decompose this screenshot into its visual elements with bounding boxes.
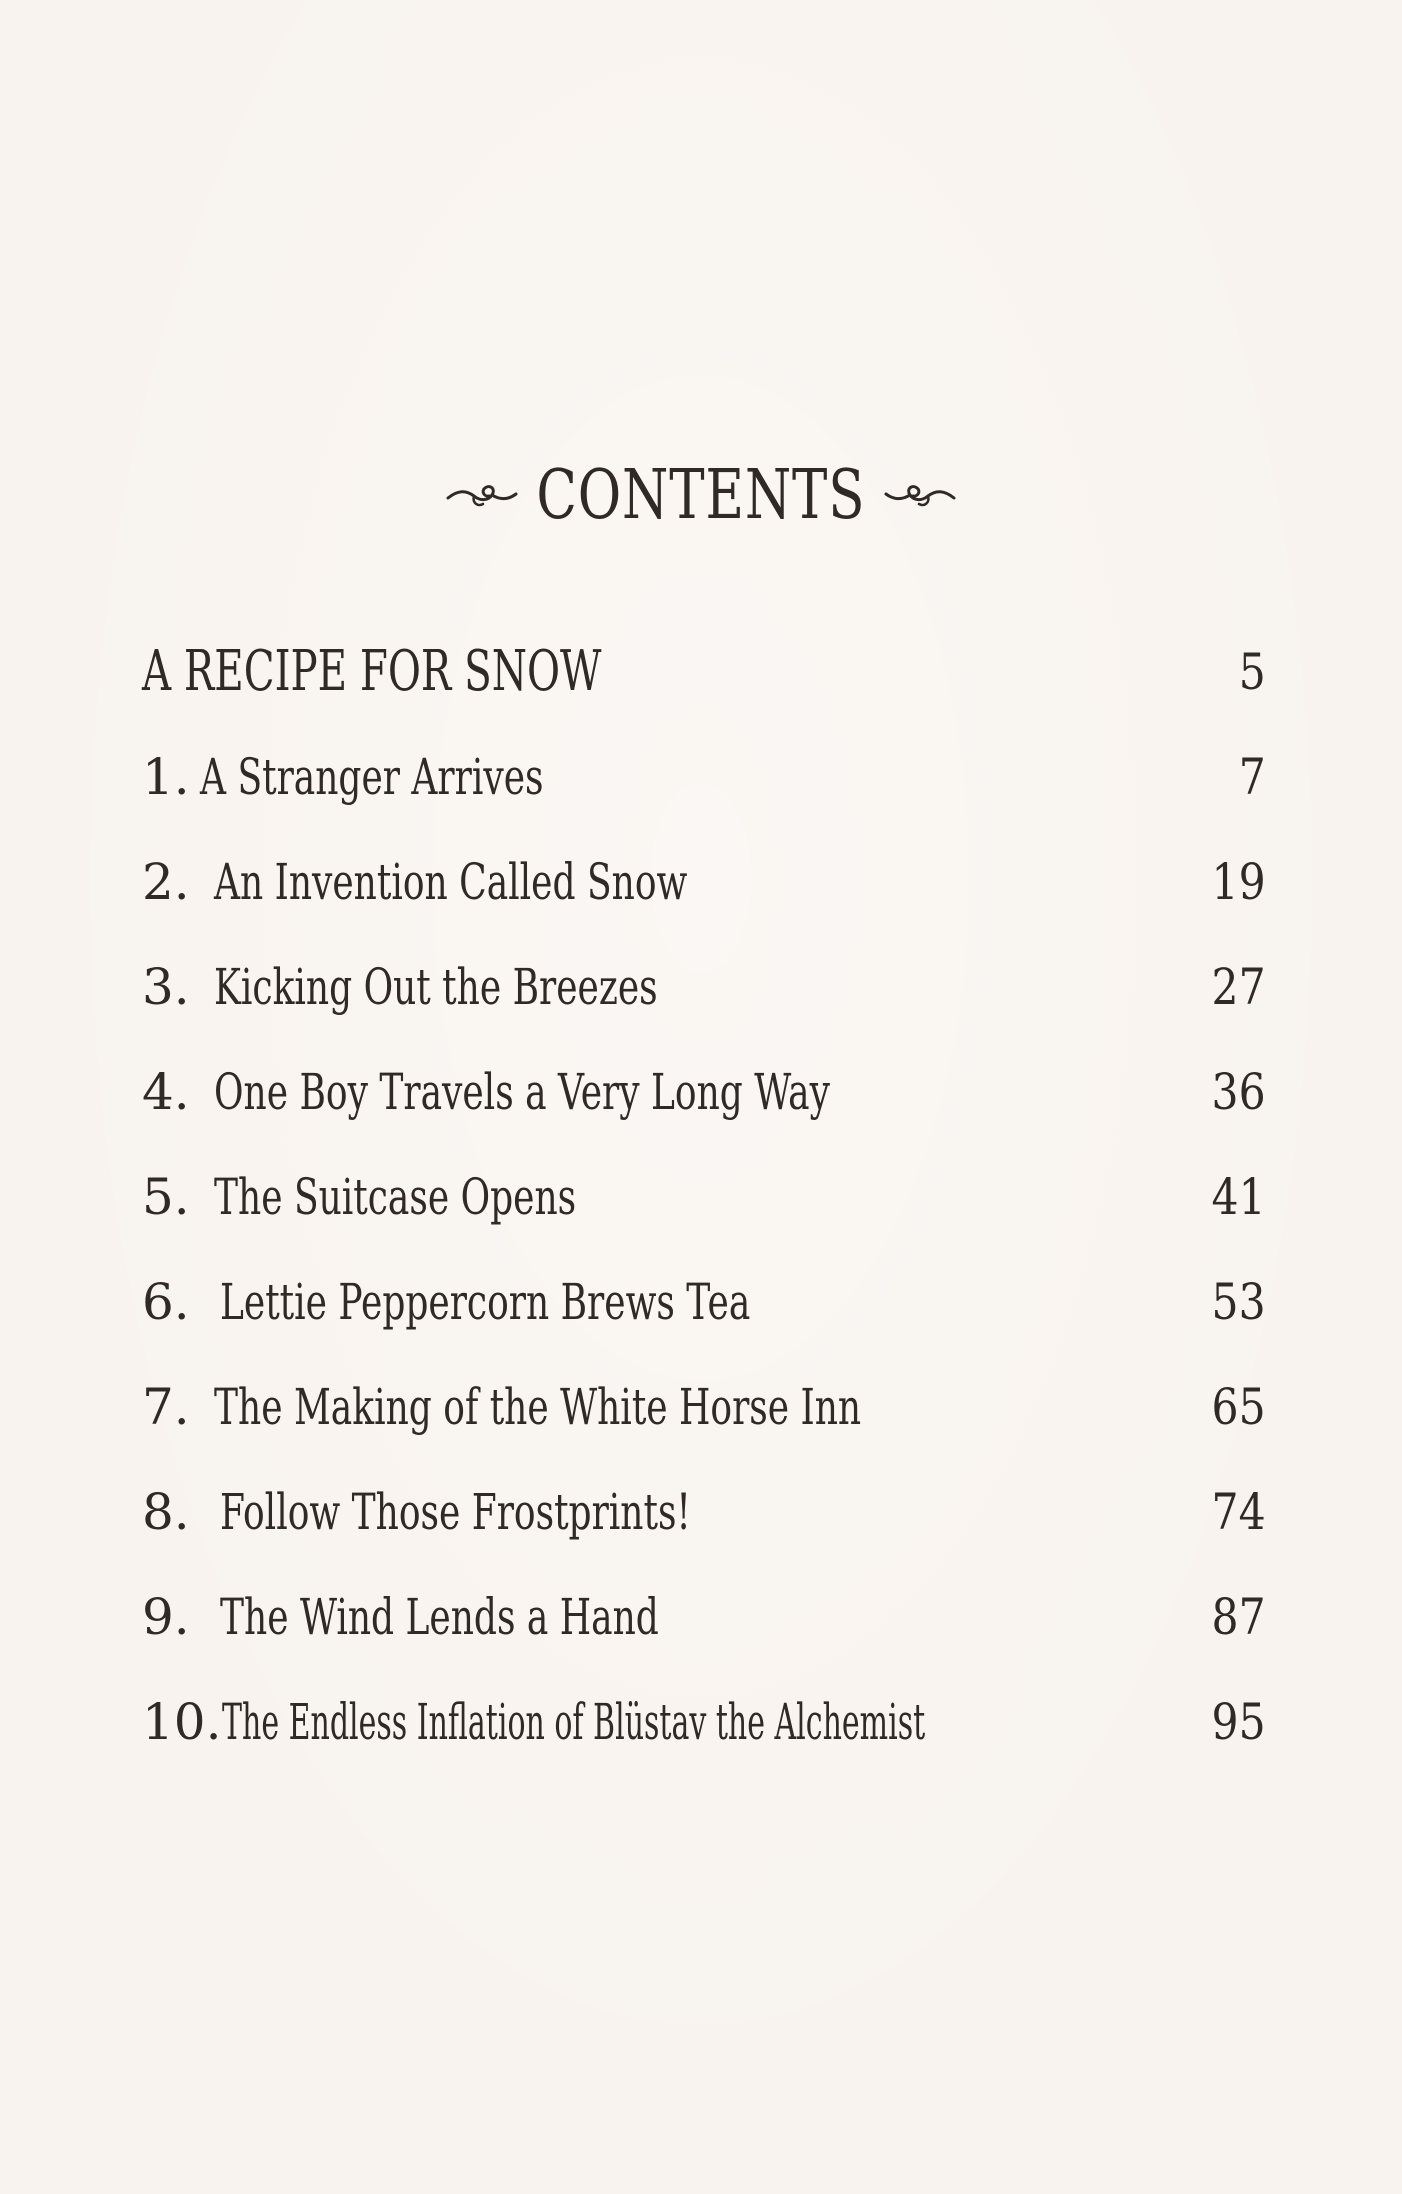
chapter-number: 9. — [142, 1588, 190, 1646]
chapter-title: Lettie Peppercorn Brews Tea — [220, 1273, 751, 1331]
toc-entry — [142, 947, 1266, 1027]
toc-entry-front-matter — [142, 632, 1266, 712]
chapter-title: The Suitcase Opens — [214, 1168, 577, 1226]
chapter-title: One Boy Travels a Very Long Way — [214, 1063, 830, 1121]
chapter-page: 27 — [1211, 958, 1266, 1016]
chapter-number: 5. — [142, 1168, 190, 1226]
chapter-title: Kicking Out the Breezes — [214, 958, 658, 1016]
toc-entry-title: A RECIPE FOR SNOW — [142, 639, 602, 704]
chapter-number: 8. — [142, 1483, 190, 1541]
toc-entry — [142, 1682, 1266, 1762]
chapter-page: 95 — [1211, 1693, 1266, 1751]
chapter-number: 6. — [142, 1273, 190, 1331]
chapter-title: Follow Those Frostprints! — [220, 1483, 691, 1541]
chapter-title: An Invention Called Snow — [214, 853, 688, 911]
chapter-title: The Wind Lends a Hand — [220, 1588, 659, 1646]
toc-entry — [142, 737, 1266, 817]
chapter-page: 87 — [1211, 1588, 1266, 1646]
toc-entry — [142, 842, 1266, 922]
chapter-page: 36 — [1211, 1063, 1266, 1121]
chapter-number: 1. — [142, 748, 190, 806]
chapter-number: 4. — [142, 1063, 190, 1121]
chapter-page: 74 — [1211, 1483, 1266, 1541]
chapter-page: 53 — [1211, 1273, 1266, 1331]
toc-entry — [142, 1157, 1266, 1237]
chapter-title: The Making of the White Horse Inn — [214, 1378, 862, 1436]
chapter-title: The Endless Inflation of Blüstav the Alchemist — [222, 1693, 926, 1751]
toc-entry — [142, 1472, 1266, 1552]
chapter-page: 7 — [1238, 748, 1266, 806]
chapter-page: 65 — [1211, 1378, 1266, 1436]
chapter-number: 10. — [142, 1693, 222, 1751]
toc-entry — [142, 1577, 1266, 1657]
chapter-number: 7. — [142, 1378, 190, 1436]
page-title: CONTENTS — [536, 456, 866, 535]
left-flourish-icon — [444, 476, 520, 516]
toc-entry — [142, 1262, 1266, 1342]
right-flourish-icon — [882, 476, 958, 516]
chapter-page: 41 — [1211, 1168, 1266, 1226]
chapter-number: 3. — [142, 958, 190, 1016]
toc-entry-page: 5 — [1238, 643, 1266, 701]
chapter-number: 2. — [142, 853, 190, 911]
toc-entry — [142, 1367, 1266, 1447]
toc-entry — [142, 1052, 1266, 1132]
chapter-page: 19 — [1211, 853, 1266, 911]
chapter-title: A Stranger Arrives — [200, 748, 544, 806]
contents-heading — [0, 456, 1402, 535]
